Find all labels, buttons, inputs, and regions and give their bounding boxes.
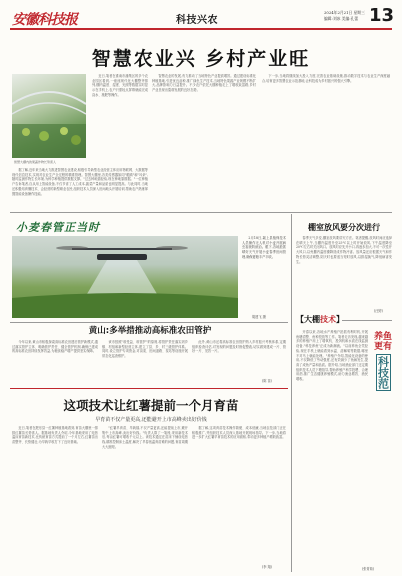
- right-headline: 棚室放风要分次进行: [308, 223, 380, 232]
- section-banner: 小麦春管正当时: [16, 221, 100, 234]
- main-headline: 智慧农业兴 乡村产业旺: [91, 48, 311, 70]
- bottom-col1: 近日,笔者在肥东县一红薯种植基地看到,育苗大棚里一排排红薯苗长势喜人。据基地负责人介绍,今年基地采用了电热温床育苗新技术,比传统育苗方式提前了一个月左右,红薯苗出苗整齐、长势健壮,为早栽早收打下了良好基础。: [12, 426, 98, 445]
- daping-tag: [296, 314, 344, 325]
- huangshan-credit: (陈 苗): [262, 379, 272, 383]
- huangshan-col2: 该市按照"谁受益、谁管护"的原则,将管护责任落实到乡镇、村组和新型经营主体,建立了县、乡、村三级管护体系。同时,设立管护专项资金,对沟渠、田间道路、泵站等设施开展常态化巡查维护。: [102, 340, 188, 359]
- yangyu-tech: 科技范: [376, 356, 390, 389]
- yangyu-text: 开春以来,各地水产养殖户抢抓有利时机,开展鱼塘清整、鱼种投放等工作。笔者走访发现,越来越多的养殖户用上了增氧机、投饵机和水质在线监测设备,"科技养鱼"正成为新潮流。"以前养鱼全凭经验,现在手机上就能看到水温、溶解氧等数据,哪里不对马上就能处理。"养殖户介绍,智能化设备的使用,不仅降低了劳动强度,还有效减少了鱼病发生,提高了成鱼产量和品质。据介绍,当地渔业部门还定期组织技术人员下塘指导,帮助养殖户科学投喂、合理用药,推广生态健康养殖模式,助力渔业增效、渔民增收。: [296, 330, 368, 382]
- bottom-credit: (李 翔): [262, 565, 272, 569]
- divider-top: [10, 212, 392, 213]
- daping-tag-tech: 技术: [320, 315, 336, 324]
- daping-bracket-close: 】: [336, 315, 344, 324]
- column-separator: [291, 214, 292, 572]
- daping-tag-text: 大棚: [304, 315, 320, 324]
- daping-bracket-open: 【: [296, 315, 304, 324]
- drone-photo-caption: 2月18日,颍上县植保技术人员操作无人机对小麦开展病虫害统防统治。眼下,各地抢抓晴好天气开展小麦春季田间管理,确保夏粮丰产丰收。: [242, 236, 286, 259]
- huangshan-col3: 此外,黄山市还将高标准农田管护纳入乡村振兴考核体系,定期组织检查评估,对发现的问题及时督促整改,切实做到建成一片、管好一片、见效一片。: [192, 340, 286, 354]
- top-article-col2: 据了解,近年来当地大力推进智慧农业建设,积极引导新型农业经营主体应用物联网、大数据等现代信息技术,实现对农业生产全过程的精准管理。智慧大棚里,各类传感器如同"眼睛"和"耳朵",随时监测作物生长环境,为科学种植提供数据支撑。"过去种地靠经验,现在种地靠数据。"一位种植户告诉笔者,自从用上智能设备,不仅节省了人工成本,蔬菜产量和品质也明显提高。与此同时,当地还积极培育懂技术、会经营的新型职业农民,组织技术人员深入田间地头开展培训,帮助农户熟练掌握智能设备操作技能。: [12, 168, 148, 196]
- yangyu-tag: 养鱼: [373, 332, 392, 342]
- brand-logo: 安徽科技报: [12, 12, 77, 28]
- huangshan-col1: 今年以来,黄山市积极探索高标准农田建后管护新模式,通过落实管护主体、明确管护责任、健全管护机制,确保已建成的高标准农田持续发挥效益,为粮食稳产增产提供坚实保障。: [12, 340, 98, 354]
- drone-photo: [12, 236, 238, 318]
- bottom-col3: 据了解,这项育苗技术操作简便、成本低廉,当地农技部门正在积极推广,并组织技术人员深入基地开展现场指导。下一步,当地将进一步扩大红薯早育苗技术的应用面积,带动更多种植户增收致富。: [192, 426, 286, 440]
- greenhouse-illustration: [12, 74, 86, 158]
- yangyu-title: [372, 332, 394, 395]
- top-article-col1: 近日,笔者在淮南市潘集区的多个农业园区看到,一座座现代化大棚整齐排列,棚内温度、湿度、光照等数据实时显示在手机上,农户只需轻点屏幕就能完成浇水、施肥等操作。: [92, 74, 148, 97]
- greenhouse-photo: [12, 74, 86, 158]
- date-line: 2024年2月21日 星期三: [324, 10, 365, 15]
- divider-bottom-rule: [10, 388, 288, 389]
- divider-mid-left: [10, 322, 288, 323]
- top-article-col3: 智慧农业的发展,有力推动了当地特色产业提质增效。通过建设标准化种植基地,引进优良品种,推广绿色生产技术,当地特色果蔬产业规模不断扩大,品牌影响力日益提升。不少农户依托大棚种植走上了增收致富路,乡村产业呈现出蓬勃发展的良好态势。: [152, 74, 256, 93]
- bottom-col2: "红薯早育苗、早栽插,不仅产量更高,还能提前上市,避开集中上市高峰,卖出好价钱。"负责人算了一笔账,采用新技术后,每亩红薯可增收千元以上。该技术通过在苗床下铺设电热线,精准控制床土温度,解决了早春低温育苗难的问题,育苗周期大大缩短。: [102, 426, 188, 449]
- right-article-text: 春季天气多变,棚室放风要讲究方法。笔者提醒,放风时间应选择在晴天上午,当棚内温度升至25℃以上时开始放风,下午温度降至20℃左右时关闭风口。放风时应先开小口,再逐步加大,不可一次性开大风口,以免棚内温度骤降造成作物冷害。放风量还应根据天气和作物长势灵活调整,阴天时也要适当短时放风,以排湿换气,降低病害发生。: [296, 236, 392, 264]
- bottom-headline: 这项技术让红薯提前一个月育苗: [63, 398, 239, 413]
- page-number: 13: [369, 5, 395, 26]
- yangyu-more: 更有: [373, 342, 392, 352]
- section-name: 科技兴农: [176, 15, 218, 26]
- top-article-col4: 下一步,当地将继续加大投入力度,完善农业基础设施,推动数字技术与农业生产深度融合,培育更多智慧农业示范基地,让科技成为乡村振兴的强大引擎。: [262, 74, 390, 83]
- drone-illustration: [12, 236, 238, 318]
- daping-underline: [342, 320, 392, 321]
- drone-photo-credit: 胡建飞 摄: [252, 315, 266, 319]
- huangshan-headline: 黄山:多举措推动高标准农田管护: [88, 326, 212, 336]
- greenhouse-photo-caption: 智慧大棚内的果蔬作物长势喜人: [14, 160, 57, 164]
- masthead-rule: [10, 28, 392, 30]
- yangyu-credit: (张青菊): [362, 567, 375, 571]
- right-article-credit: (汪婷): [374, 309, 383, 313]
- editor-line: 编辑:刘冰 美编:孔蕾: [324, 16, 359, 21]
- bottom-subheadline: 早育苗不仅产量更高,还能避开上市高峰卖出好价钱: [95, 417, 207, 423]
